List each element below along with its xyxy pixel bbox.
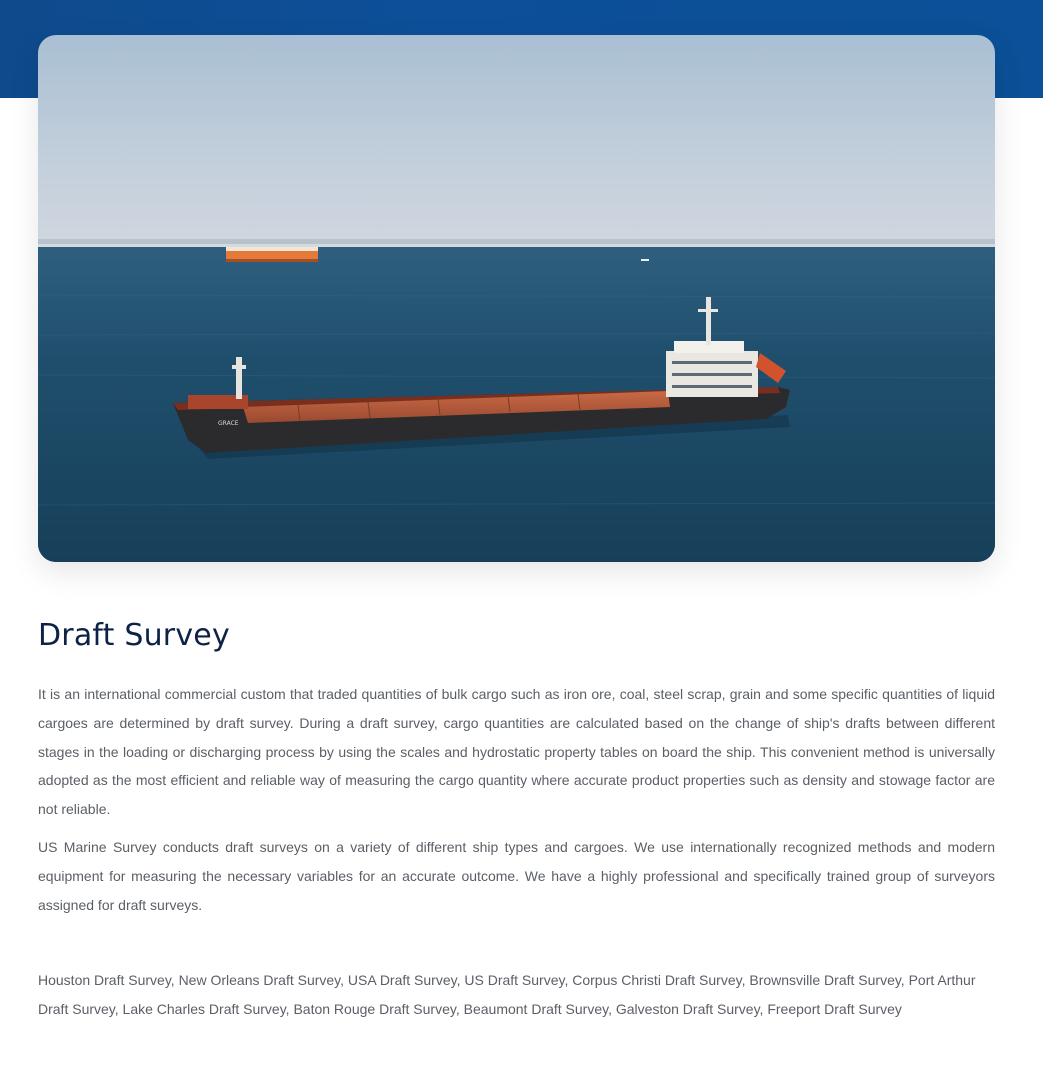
ship-photo	[38, 35, 995, 562]
locations-list: Houston Draft Survey, New Orleans Draft Survey, USA Draft Survey, US Draft Survey, Corpus Christi Draft Survey, Brownsville Draft Survey, Port Arthur Draft Survey, Lake Charles Draft Survey, Baton Rouge Draft Survey, Beaumont Draft Survey, Galveston Draft Survey, Freeport Draft Survey	[38, 972, 976, 1018]
article	[38, 612, 995, 1024]
svg-text:GRACE: GRACE	[218, 420, 239, 427]
hero-image	[38, 35, 995, 562]
intro-paragraph: It is an international commercial custom that traded quantities of bulk cargo such as iron ore, coal, steel scrap, grain and some specific quantities of liquid cargoes are determined by draft survey. During a draft survey, cargo quantities are calculated based on the change of ship's drafts between different stages in the loading or discharging process by using the scales and hydrostatic property tables on board the ship. This convenient method is universally adopted as the most efficient and reliable way of measuring the cargo quantity where accurate product properties such as density and stowage factor are not reliable.	[38, 686, 995, 818]
company-paragraph: US Marine Survey conducts draft surveys on a variety of different ship types and cargoes. We use internationally recognized methods and modern equipment for measuring the necessary variables for an accurate outcome. We have a highly professional and specifically trained group of surveyors assigned for draft surveys.	[38, 838, 995, 913]
spacer	[38, 928, 995, 966]
distant-ship	[226, 247, 318, 262]
page-title: Draft Survey	[38, 618, 230, 653]
